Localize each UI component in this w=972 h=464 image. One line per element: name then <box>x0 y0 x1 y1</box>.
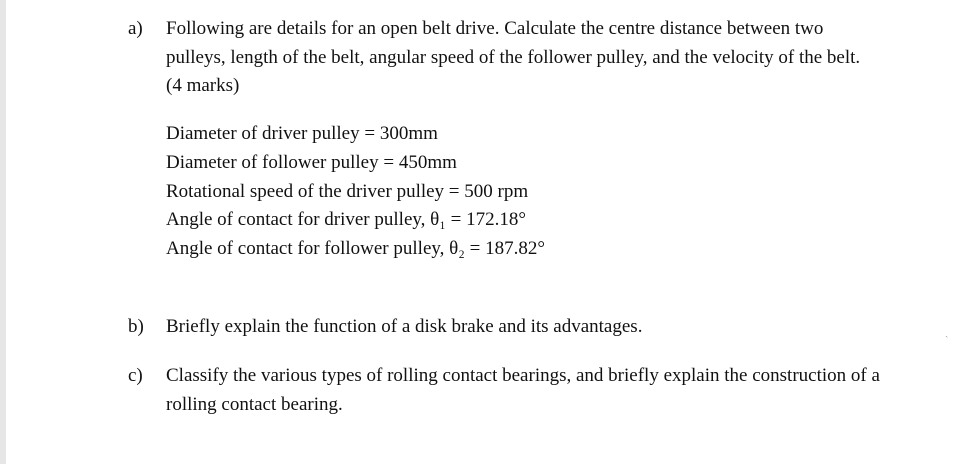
question-c-text-line-1: Classify the various types of rolling contact bearings, and briefly explain the construction of a <box>166 365 880 386</box>
question-c-marker: c) <box>128 365 143 386</box>
detail-driver-diameter: Diameter of driver pulley = 300mm <box>166 123 438 144</box>
question-b-marker: b) <box>128 316 144 337</box>
question-a-marker: a) <box>128 18 143 39</box>
question-a-text-line-2: pulleys, length of the belt, angular speed of the follower pulley, and the velocity of the belt. <box>166 47 861 68</box>
question-b-text-line-1: Briefly explain the function of a disk brake and its advantages. <box>166 316 643 337</box>
detail-driver-speed: Rotational speed of the driver pulley = 500 rpm <box>166 181 529 202</box>
detail-driver-contact-angle: Angle of contact for driver pulley, θ₁ = 172.18° <box>166 209 526 230</box>
question-c-text-line-2: rolling contact bearing. <box>166 394 343 415</box>
detail-follower-contact-angle: Angle of contact for follower pulley, θ₂ = 187.82° <box>166 238 545 259</box>
stray-pen-mark: ˏ <box>945 327 949 338</box>
page-left-edge <box>0 0 6 464</box>
question-a-marks: (4 marks) <box>166 75 240 96</box>
question-a-text-line-1: Following are details for an open belt drive. Calculate the centre distance between two <box>166 18 824 39</box>
detail-follower-diameter: Diameter of follower pulley = 450mm <box>166 152 457 173</box>
